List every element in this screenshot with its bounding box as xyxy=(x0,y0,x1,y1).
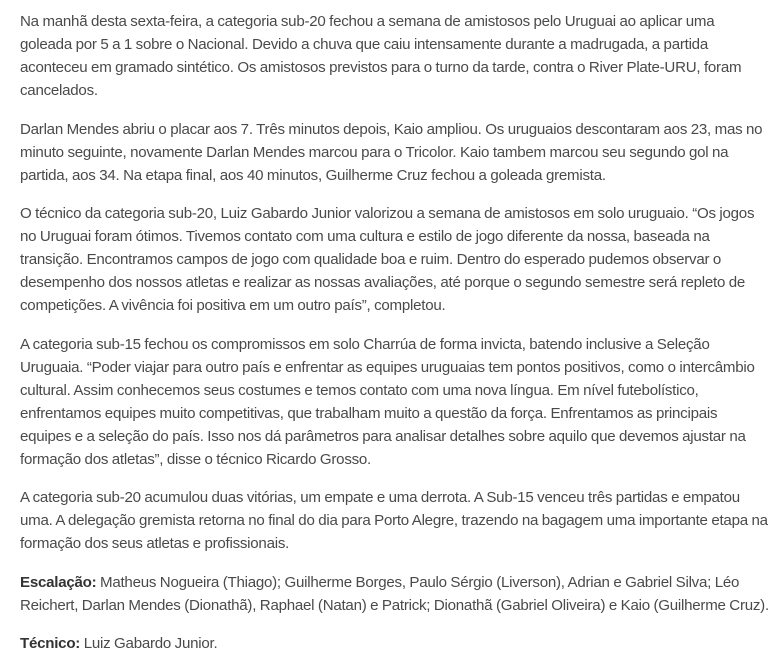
article-paragraph-goals: Darlan Mendes abriu o placar aos 7. Três minutos depois, Kaio ampliou. Os uruguaios descontaram aos 23, mas no minuto seguinte, novamente Darlan Mendes marcou para o Tricolor. Kaio tambem marcou seu segundo gol na partida, aos 34. Na etapa final, aos 40 minutos, Guilherme Cruz fechou a goleada gremista. xyxy=(20,120,763,184)
lineup-label: Escalação: xyxy=(20,573,97,591)
lineup-paragraph xyxy=(20,571,769,617)
coach-paragraph xyxy=(20,632,769,655)
lineup-text: Matheus Nogueira (Thiago); Guilherme Borges, Paulo Sérgio (Liverson), Adrian e Gabriel Silva; Léo Reichert, Darlan Mendes (Dionathã), Raphael (Natan) e Patrick; Dionathã (Gabriel Oliveira) e Kaio (Guilherme Cruz). xyxy=(20,573,769,614)
coach-label: Técnico: xyxy=(20,635,81,652)
article-paragraph-sub15-quote: A categoria sub-15 fechou os compromissos em solo Charrúa de forma invicta, batendo inclusive a Seleção Uruguaia. “Poder viajar para outro país e enfrentar as equipes uruguaias tem pontos positivos, como o intercâmbio cultural. Assim conhecemos seus costumes e temos contato com uma nova língua. Em nível futebolístico, enfrentamos equipes muito competitivas, que trabalham muito a questão da força. Enfrentamos as principais equipes e a seleção do país. Isso nos dá parâmetros para analisar detalhes sobre aquilo que devemos ajustar na formação dos atletas”, disse o técnico Ricardo Grosso. xyxy=(20,335,755,468)
article-paragraph-sub20-coach-quote: O técnico da categoria sub-20, Luiz Gabardo Junior valorizou a semana de amistosos em solo uruguaio. “Os jogos no Uruguai foram ótimos. Tivemos contato com uma cultura e estilo de jogo diferente da nossa, baseada na transição. Encontramos campos de jogo com qualidade boa e ruim. Dentro do esperado pudemos observar o desempenho dos nossos atletas e realizar as nossas avaliações, até porque o segundo semestre será repleto de competições. A vivência foi positiva em um outro país”, completou. xyxy=(20,205,755,314)
article-paragraph-results: A categoria sub-20 acumulou duas vitórias, um empate e uma derrota. A Sub-15 venceu três partidas e empatou uma. A delegação gremista retorna no final do dia para Porto Alegre, trazendo na bagagem uma importante etapa na formação dos seus atletas e profissionais. xyxy=(20,489,768,552)
coach-text: Luiz Gabardo Junior. xyxy=(80,635,218,652)
article-paragraph-match-summary: Na manhã desta sexta-feira, a categoria sub-20 fechou a semana de amistosos pelo Uruguai ao aplicar uma goleada por 5 a 1 sobre o Nacional. Devido a chuva que caiu intensamente durante a madrugada, a partida aconteceu em gramado sintético. Os amistosos previstos para o turno da tarde, contra o River Plate-URU, foram cancelados. xyxy=(20,13,742,99)
